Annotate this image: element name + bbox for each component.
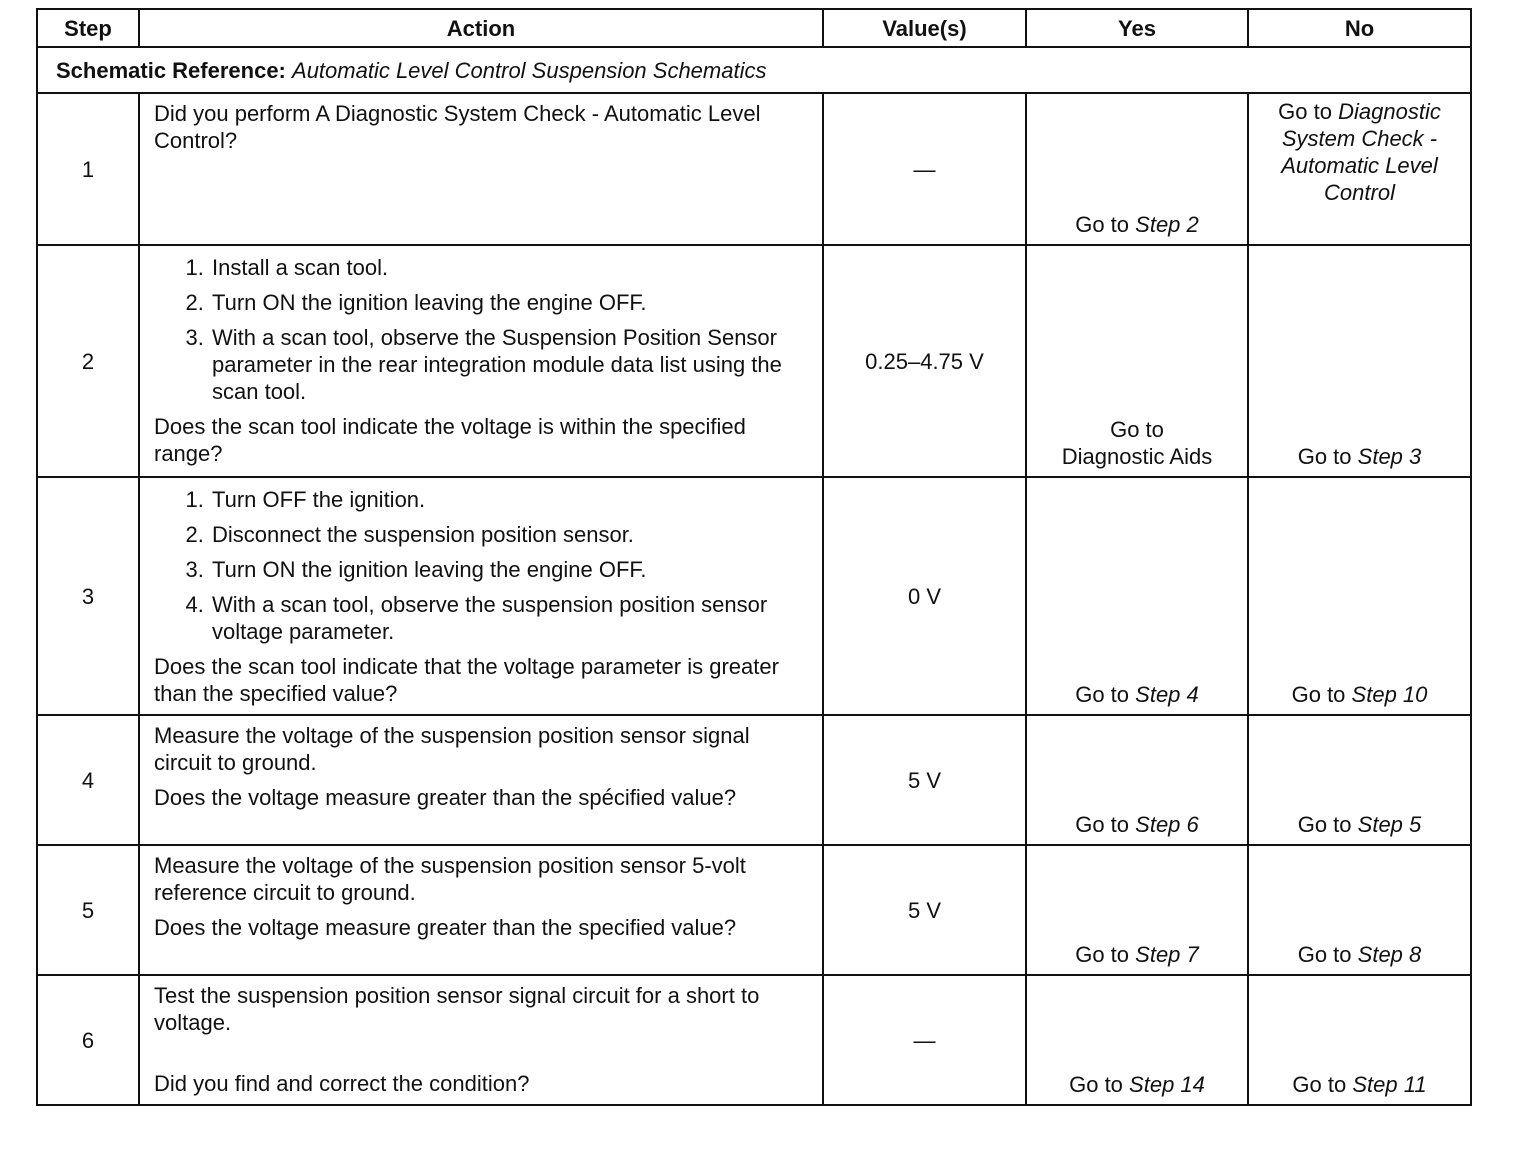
table-row bbox=[37, 93, 1471, 245]
yes-cell bbox=[1026, 93, 1248, 245]
procedure-list bbox=[154, 486, 812, 645]
value-cell: 0 V bbox=[823, 477, 1026, 715]
action-question: Did you find and correct the condition? bbox=[154, 1071, 530, 1096]
yes-prefix: Go to bbox=[1069, 1072, 1123, 1097]
action-question: Does the scan tool indicate the voltage is within the specified range? bbox=[154, 414, 746, 466]
yes-prefix: Go to bbox=[1075, 212, 1130, 237]
no-cell bbox=[1248, 715, 1471, 845]
value-cell: 5 V bbox=[823, 715, 1026, 845]
no-prefix: Go to bbox=[1297, 942, 1352, 967]
action-question: Does the scan tool indicate that the voltage parameter is greater than the specified value? bbox=[154, 654, 779, 706]
schematic-label: Schematic Reference: bbox=[56, 57, 286, 83]
action-question: Does the voltage measure greater than the specified value? bbox=[154, 915, 737, 940]
schematic-link[interactable]: Automatic Level Control Suspension Schematics bbox=[292, 57, 767, 83]
yes-link[interactable]: Step 6 bbox=[1135, 812, 1199, 837]
header-yes: Yes bbox=[1026, 9, 1248, 47]
procedure-list bbox=[154, 254, 812, 405]
header-no: No bbox=[1248, 9, 1471, 47]
yes-cell bbox=[1026, 245, 1248, 477]
table-row bbox=[37, 477, 1471, 715]
action-text: Did you perform A Diagnostic System Check - Automatic Level Control? bbox=[154, 101, 761, 153]
no-cell bbox=[1248, 845, 1471, 975]
action-cell bbox=[139, 245, 823, 477]
action-cell bbox=[139, 715, 823, 845]
action-text: Test the suspension position sensor signal circuit for a short to voltage. bbox=[154, 983, 760, 1035]
no-link[interactable]: Diagnostic System Check - Automatic Level Control bbox=[1281, 99, 1441, 205]
no-prefix: Go to bbox=[1291, 682, 1346, 707]
yes-cell bbox=[1026, 975, 1248, 1105]
table-row bbox=[37, 845, 1471, 975]
header-step: Step bbox=[37, 9, 139, 47]
action-text: Measure the voltage of the suspension position sensor signal circuit to ground. bbox=[154, 723, 750, 775]
no-link[interactable]: Step 11 bbox=[1352, 1072, 1427, 1097]
table-row bbox=[37, 975, 1471, 1105]
no-prefix: Go to bbox=[1292, 1072, 1347, 1097]
action-cell bbox=[139, 93, 823, 245]
yes-link[interactable]: Step 14 bbox=[1129, 1072, 1205, 1097]
action-text: Measure the voltage of the suspension position sensor 5-volt reference circuit to ground. bbox=[154, 853, 746, 905]
action-cell bbox=[139, 975, 823, 1105]
procedure-step: 3. With a scan tool, observe the Suspension Position Sensor parameter in the rear integration module data list using the scan tool. bbox=[210, 324, 812, 405]
step-number: 1 bbox=[37, 93, 139, 245]
procedure-step: 2. Disconnect the suspension position sensor. bbox=[210, 521, 812, 548]
step-number: 5 bbox=[37, 845, 139, 975]
action-cell bbox=[139, 477, 823, 715]
yes-prefix: Go to bbox=[1110, 417, 1164, 442]
yes-link[interactable]: Step 2 bbox=[1135, 212, 1199, 237]
step-number: 4 bbox=[37, 715, 139, 845]
value-cell: 5 V bbox=[823, 845, 1026, 975]
yes-prefix: Go to bbox=[1075, 812, 1130, 837]
no-cell bbox=[1248, 477, 1471, 715]
no-cell bbox=[1248, 93, 1471, 245]
step-number: 3 bbox=[37, 477, 139, 715]
table-row bbox=[37, 715, 1471, 845]
action-question: Does the voltage measure greater than the spécified value? bbox=[154, 785, 737, 810]
yes-prefix: Go to bbox=[1075, 942, 1130, 967]
yes-prefix: Go to bbox=[1075, 682, 1130, 707]
yes-link[interactable]: Step 7 bbox=[1135, 942, 1199, 967]
no-prefix: Go to bbox=[1278, 99, 1332, 124]
yes-link[interactable]: Step 4 bbox=[1135, 682, 1199, 707]
header-values: Value(s) bbox=[823, 9, 1026, 47]
header-row bbox=[37, 9, 1471, 47]
procedure-step: 3. Turn ON the ignition leaving the engine OFF. bbox=[210, 556, 812, 583]
step-number: 2 bbox=[37, 245, 139, 477]
value-cell: — bbox=[823, 93, 1026, 245]
procedure-step: 4. With a scan tool, observe the suspension position sensor voltage parameter. bbox=[210, 591, 812, 645]
yes-cell bbox=[1026, 477, 1248, 715]
yes-cell bbox=[1026, 715, 1248, 845]
no-link[interactable]: Step 3 bbox=[1357, 444, 1422, 469]
step-number: 6 bbox=[37, 975, 139, 1105]
no-link[interactable]: Step 8 bbox=[1357, 942, 1422, 967]
yes-cell bbox=[1026, 845, 1248, 975]
no-prefix: Go to bbox=[1297, 444, 1352, 469]
no-link[interactable]: Step 10 bbox=[1351, 682, 1428, 707]
value-cell: — bbox=[823, 975, 1026, 1105]
table-row bbox=[37, 245, 1471, 477]
header-action: Action bbox=[139, 9, 823, 47]
no-cell bbox=[1248, 975, 1471, 1105]
yes-link[interactable]: Diagnostic Aids bbox=[1061, 444, 1213, 469]
procedure-step: 1. Turn OFF the ignition. bbox=[210, 486, 812, 513]
schematic-reference bbox=[37, 47, 1471, 93]
procedure-step: 1. Install a scan tool. bbox=[210, 254, 812, 281]
value-cell: 0.25–4.75 V bbox=[823, 245, 1026, 477]
schematic-reference-row bbox=[37, 47, 1471, 93]
diagnostic-table bbox=[36, 8, 1472, 1106]
action-cell bbox=[139, 845, 823, 975]
no-link[interactable]: Step 5 bbox=[1357, 812, 1422, 837]
no-prefix: Go to bbox=[1297, 812, 1352, 837]
no-cell bbox=[1248, 245, 1471, 477]
procedure-step: 2. Turn ON the ignition leaving the engine OFF. bbox=[210, 289, 812, 316]
